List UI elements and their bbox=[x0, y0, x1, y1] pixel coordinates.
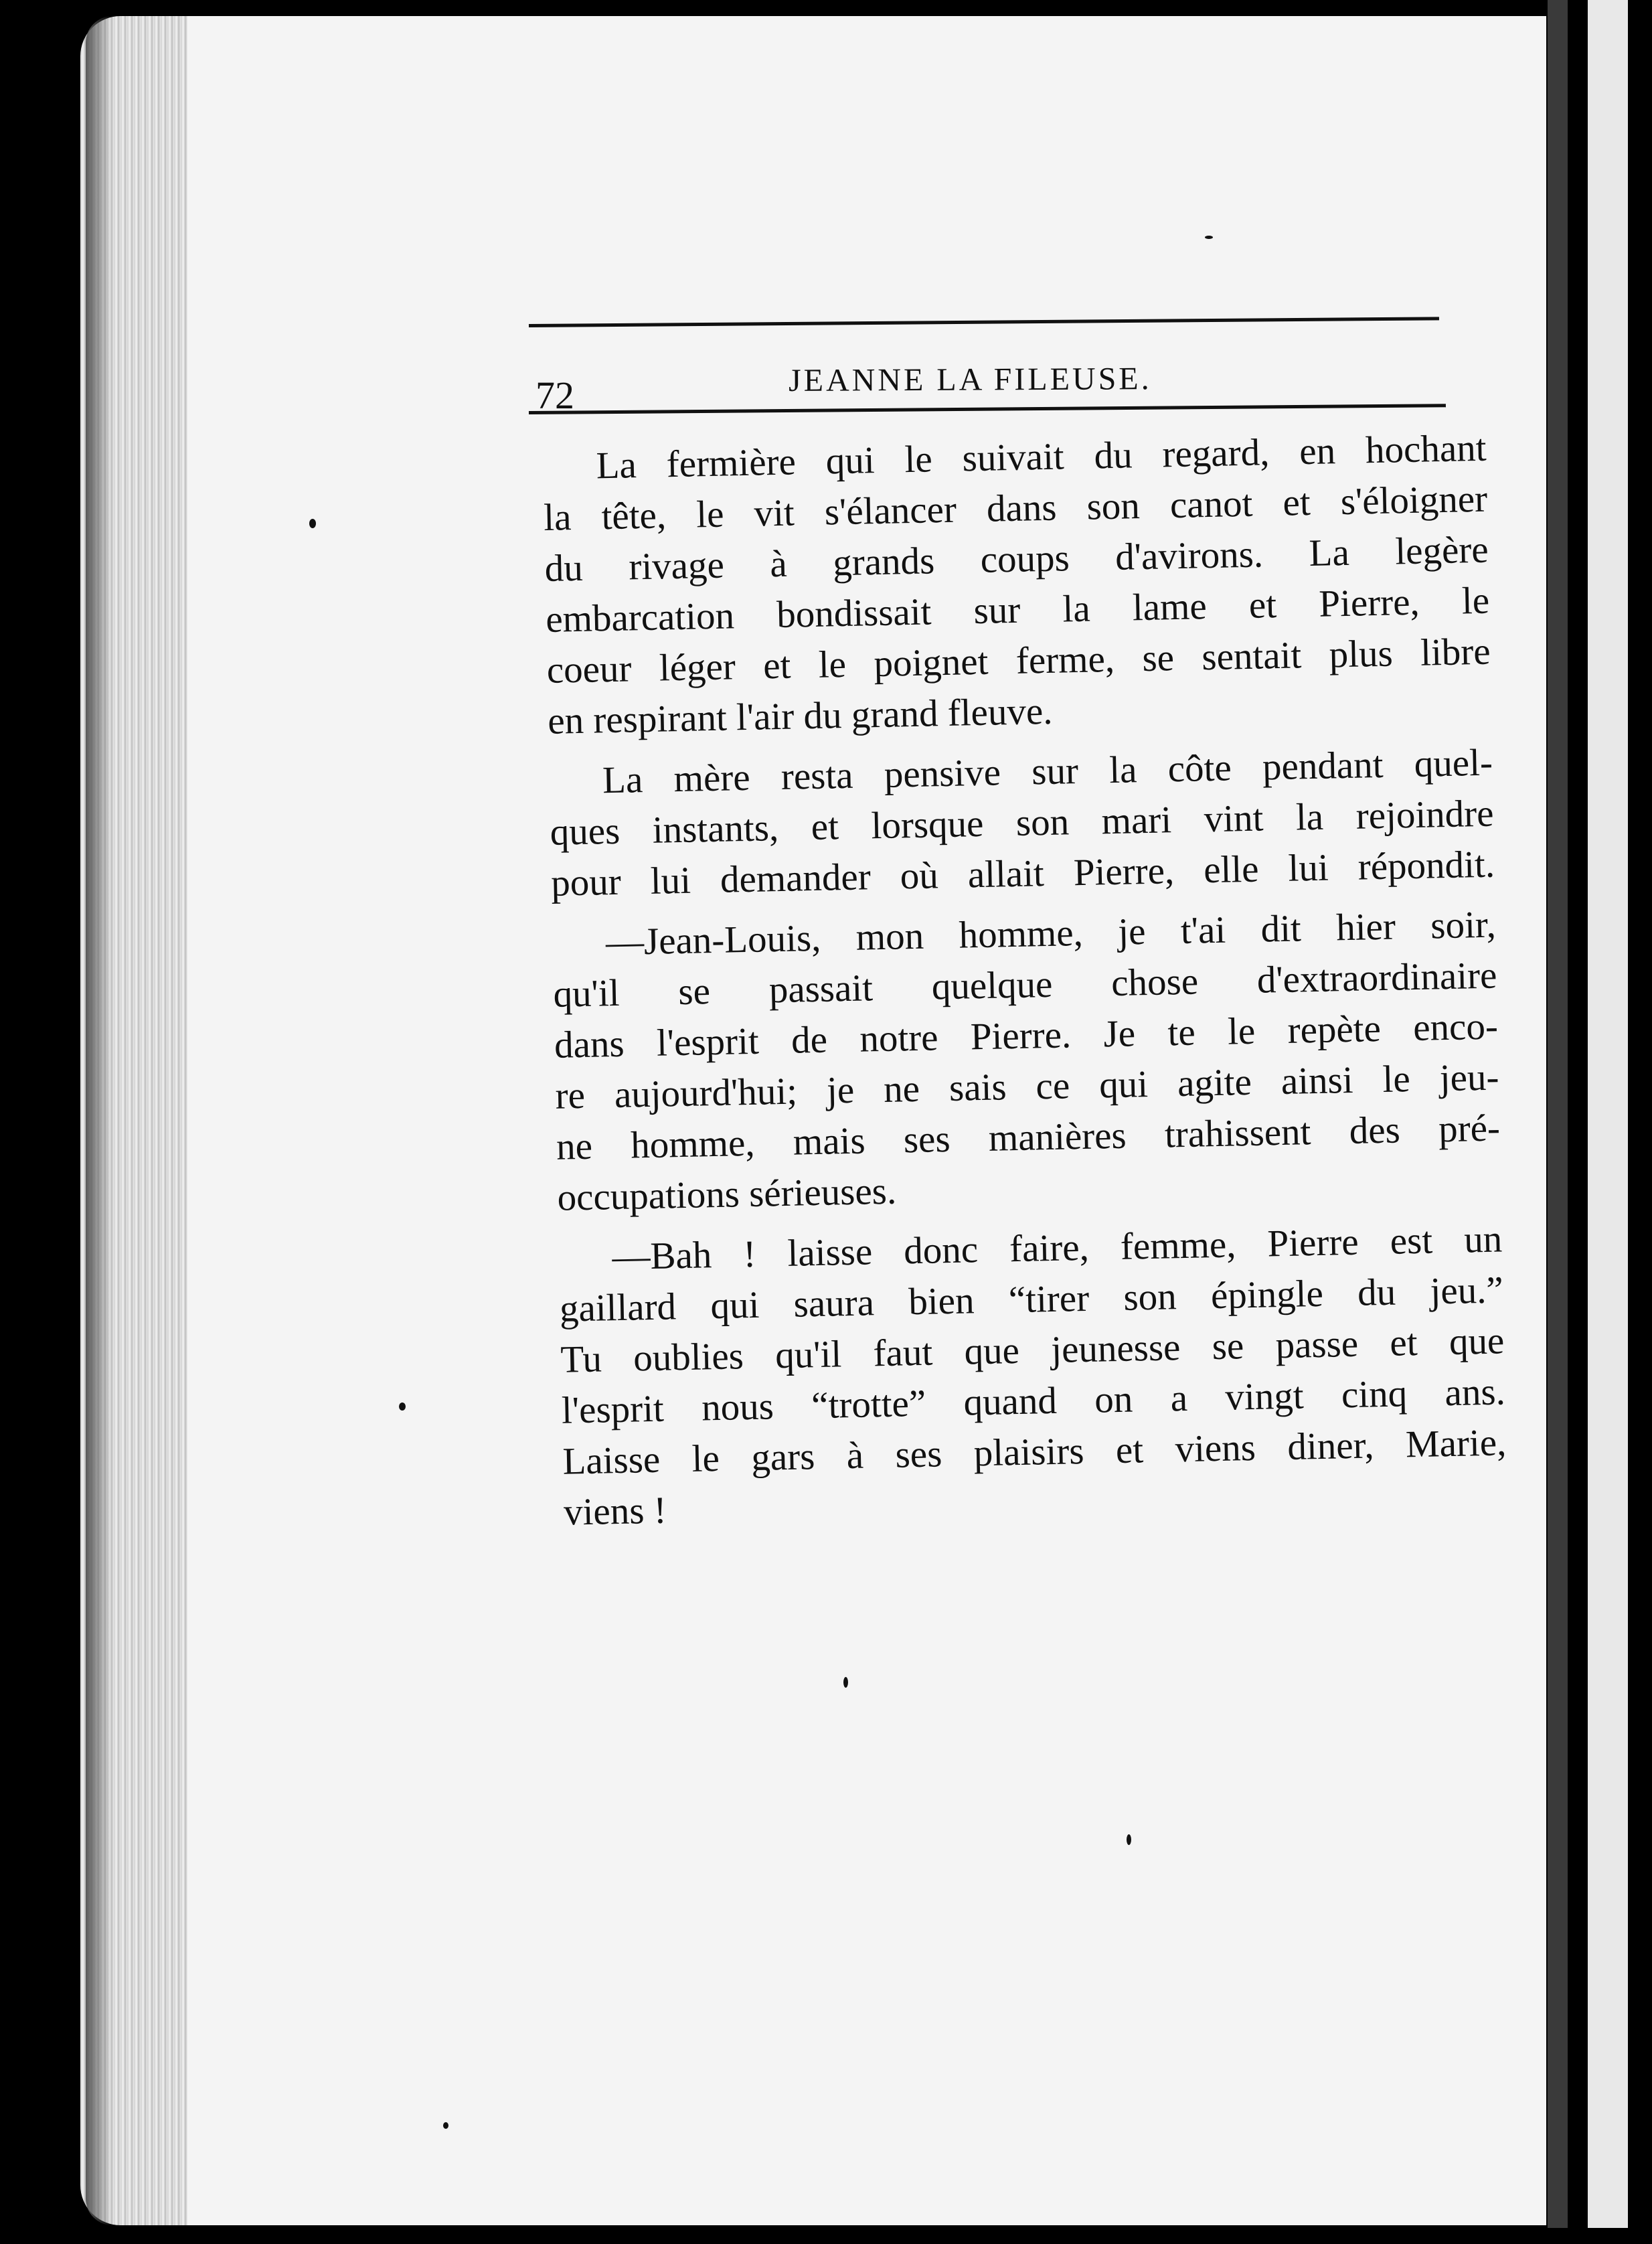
text-line: occupations sérieuses. bbox=[557, 1170, 897, 1219]
running-title: JEANNE LA FILEUSE. bbox=[788, 361, 1152, 398]
text-line: Laisse le gars à ses plaisirs et viens diner, Marie, bbox=[562, 1421, 1507, 1483]
text-line: re aujourd'hui; je ne sais ce qui agite ainsi le jeu- bbox=[554, 1056, 1499, 1117]
scan-speck bbox=[1205, 236, 1213, 239]
text-line: —Jean-Louis, mon homme, je t'ai dit hier soir, bbox=[605, 903, 1497, 964]
text-line: La mère resta pensive sur la côte pendant quel- bbox=[602, 741, 1493, 802]
scan-gutter bbox=[1568, 0, 1588, 2244]
text-line: Tu oublies qu'il faut que jeunesse se passe et que bbox=[560, 1319, 1505, 1381]
text-line: viens ! bbox=[563, 1489, 667, 1534]
book-cover-edge bbox=[1548, 0, 1568, 2244]
text-line: ne homme, mais ses manières trahissent des pré- bbox=[556, 1107, 1501, 1168]
page-number: 72 bbox=[535, 374, 574, 417]
facing-page-edge bbox=[1588, 0, 1628, 2244]
body-text bbox=[542, 423, 1508, 1538]
scan-border-right bbox=[1628, 0, 1652, 2244]
text-line: gaillard qui saura bien “tirer son épingle du jeu.” bbox=[559, 1269, 1504, 1330]
paragraph bbox=[552, 900, 1501, 1224]
text-line: du rivage à grands coups d'avirons. La legère bbox=[544, 528, 1489, 590]
text-line: La fermière qui le suivait du regard, en hochant bbox=[596, 426, 1487, 487]
text-line: coeur léger et le poignet ferme, se sentait plus libre bbox=[546, 630, 1491, 692]
text-line: dans l'esprit de notre Pierre. Je te le repète enco- bbox=[554, 1005, 1499, 1066]
scan-speck bbox=[443, 2122, 448, 2129]
text-line: en respirant l'air du grand fleuve. bbox=[547, 690, 1054, 742]
scan-border-top bbox=[0, 0, 1652, 13]
book-edge-shadow bbox=[86, 16, 112, 2225]
text-line: l'esprit nous “trotte” quand on a vingt cinq ans. bbox=[561, 1370, 1506, 1432]
paragraph bbox=[542, 423, 1492, 747]
text-line: embarcation bondissait sur la lame et Pierre, le bbox=[545, 579, 1490, 641]
scan-speck bbox=[309, 519, 316, 528]
text-line: la tête, le vit s'élancer dans son canot et s'éloigner bbox=[543, 477, 1488, 539]
paragraph bbox=[558, 1214, 1508, 1538]
scan-speck bbox=[399, 1402, 406, 1411]
scan-speck bbox=[843, 1677, 848, 1688]
text-line: —Bah ! laisse donc faire, femme, Pierre est un bbox=[611, 1218, 1503, 1279]
paragraph bbox=[548, 738, 1495, 909]
scan-border-bottom bbox=[0, 2228, 1652, 2244]
scan-speck bbox=[1127, 1834, 1131, 1845]
text-line: ques instants, et lorsque son mari vint la rejoindre bbox=[550, 792, 1495, 854]
text-line: qu'il se passait quelque chose d'extraordinaire bbox=[552, 954, 1497, 1016]
text-line: pour lui demander où allait Pierre, elle lui répondit. bbox=[550, 843, 1495, 904]
